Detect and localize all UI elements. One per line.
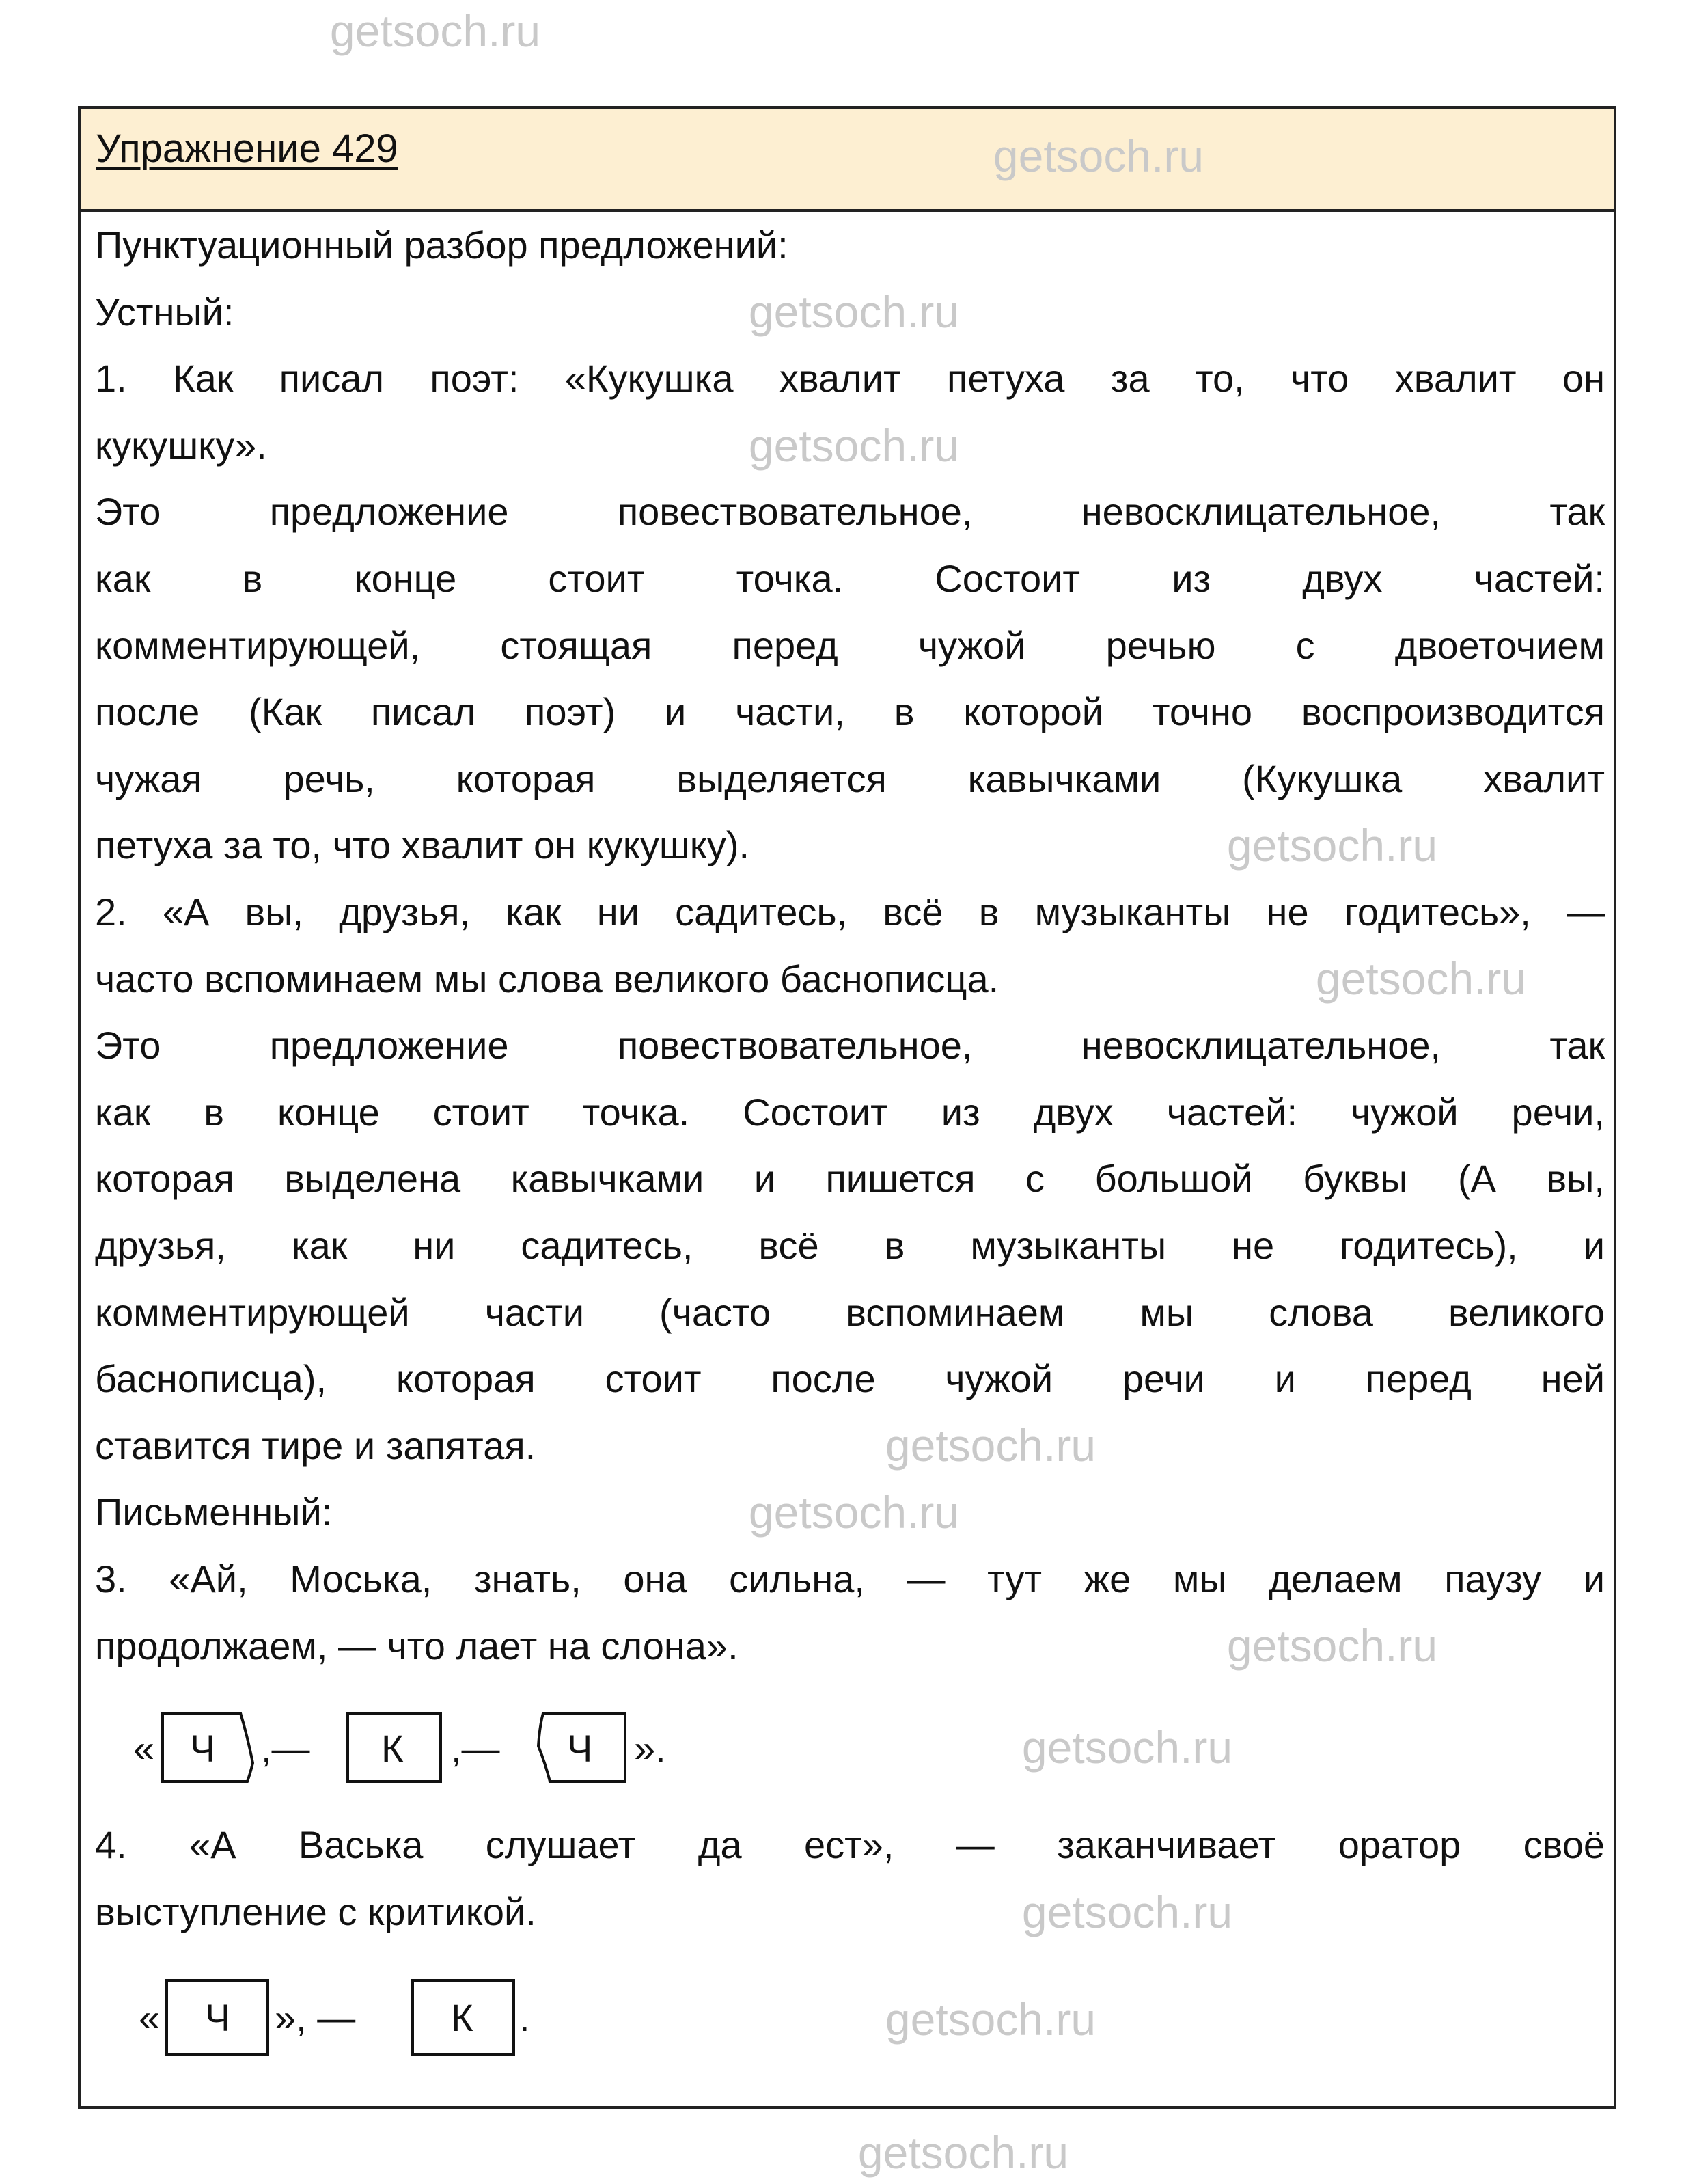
scheme-2-box2-label: К: [451, 1996, 473, 2039]
text-line: ставится тире и запятая.: [95, 1423, 536, 1467]
watermark: getsoch.ru: [993, 131, 1204, 181]
text-line: 2. «А вы, друзья, как ни садитесь, всё в музыканты не годитесь», —: [95, 890, 1605, 933]
watermark: getsoch.ru: [1021, 1887, 1233, 1937]
text-line: Это предложение повествовательное, невосклицательное, так: [95, 1024, 1605, 1067]
watermark: getsoch.ru: [748, 420, 960, 471]
scheme-2-box1-label: Ч: [205, 1996, 231, 2039]
scheme-1-box1-label: Ч: [190, 1727, 216, 1770]
text-line: комментирующей части (часто вспоминаем мы слова великого: [95, 1290, 1605, 1334]
text-line: Это предложение повествовательное, невосклицательное, так: [95, 490, 1605, 534]
text-line: Устный:: [95, 290, 234, 333]
watermark: getsoch.ru: [1226, 820, 1438, 871]
scheme-1-box3-label: Ч: [567, 1727, 593, 1770]
watermark: getsoch.ru: [748, 286, 960, 337]
text-line: которая выделена кавычками и пишется с большой буквы (А вы,: [95, 1157, 1605, 1201]
text-line: часто вспоминаем мы слова великого баснописца.: [95, 957, 999, 1000]
text-line: петуха за то, что хвалит он кукушку).: [95, 823, 750, 867]
text-line: 3. «Ай, Моська, знать, она сильна, — тут же мы делаем паузу и: [95, 1557, 1605, 1600]
watermark: getsoch.ru: [857, 2127, 1069, 2178]
exercise-title[interactable]: Упражнение 429: [96, 126, 398, 171]
text-line: чужая речь, которая выделяется кавычками (Кукушка хвалит: [95, 756, 1605, 800]
watermark: getsoch.ru: [1315, 953, 1527, 1004]
text-line: выступление с критикой.: [95, 1890, 536, 1933]
text-line: продолжаем, — что лает на слона».: [95, 1624, 739, 1667]
watermark: getsoch.ru: [1226, 1620, 1438, 1671]
watermark: getsoch.ru: [329, 5, 541, 56]
scheme-2-close: .: [519, 1996, 530, 2039]
text-line: 4. «А Васька слушает да ест», — заканчивает оратор своё: [95, 1823, 1605, 1866]
scheme-1-sep1: ,—: [261, 1727, 310, 1770]
text-line: друзья, как ни садитесь, всё в музыканты не годитесь), и: [95, 1224, 1605, 1267]
scheme-2-open: «: [139, 1996, 161, 2039]
scheme-1-box2-label: К: [381, 1727, 404, 1770]
scheme-1-close: ».: [634, 1727, 666, 1770]
scheme-2-sep1: », —: [275, 1996, 356, 2039]
text-line: Письменный:: [95, 1490, 333, 1534]
text-line: комментирующей, стоящая перед чужой речью с двоеточием: [95, 623, 1605, 667]
scheme-1-sep2: ,—: [451, 1727, 500, 1770]
text-line: после (Как писал поэт) и части, в которой точно воспроизводится: [95, 690, 1605, 734]
watermark: getsoch.ru: [885, 1994, 1096, 2045]
text-line: как в конце стоит точка. Состоит из двух частей: чужой речи,: [95, 1090, 1605, 1134]
text-line: как в конце стоит точка. Состоит из двух частей:: [95, 557, 1605, 600]
text-line: кукушку».: [95, 423, 267, 467]
scheme-1-open: «: [133, 1727, 155, 1770]
text-line: баснописца), которая стоит после чужой речи и перед ней: [95, 1357, 1605, 1401]
watermark: getsoch.ru: [1021, 1722, 1233, 1773]
watermark: getsoch.ru: [885, 1420, 1096, 1471]
text-line: Пунктуационный разбор предложений:: [95, 223, 788, 267]
watermark: getsoch.ru: [748, 1487, 960, 1538]
text-line: 1. Как писал поэт: «Кукушка хвалит петуха за то, что хвалит он: [95, 357, 1605, 400]
